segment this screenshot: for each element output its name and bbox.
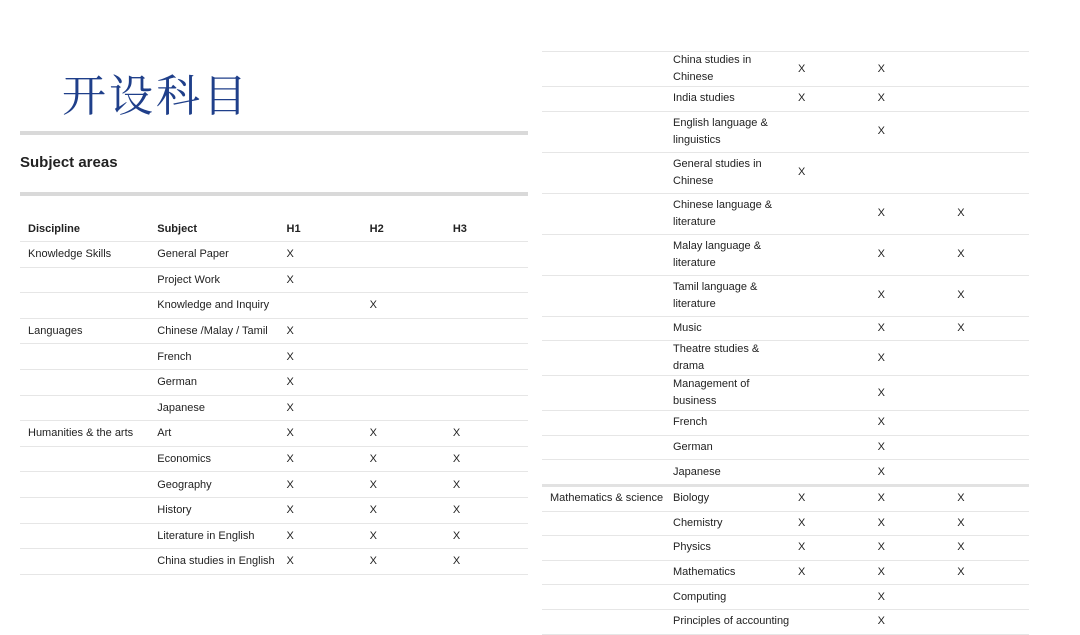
h3-cell: X bbox=[957, 492, 965, 505]
h1-cell: X bbox=[286, 478, 294, 491]
h3-cell bbox=[949, 87, 1029, 112]
h3-cell bbox=[949, 411, 1029, 436]
subject-cell bbox=[665, 316, 790, 341]
h2-cell: X bbox=[877, 62, 885, 75]
discipline-cell bbox=[20, 369, 149, 395]
h2-cell: X bbox=[369, 504, 377, 517]
discipline-cell bbox=[20, 344, 149, 370]
discipline-cell bbox=[542, 585, 665, 610]
h1-cell: X bbox=[286, 376, 294, 389]
h3-cell bbox=[949, 376, 1029, 411]
table-row bbox=[542, 460, 1029, 486]
table-row bbox=[542, 585, 1029, 610]
table-row bbox=[542, 411, 1029, 436]
discipline-cell bbox=[542, 275, 665, 316]
subject-cell: Project Work bbox=[157, 273, 221, 286]
discipline-cell bbox=[542, 87, 665, 112]
table-row bbox=[542, 87, 1029, 112]
h1-cell bbox=[790, 341, 870, 376]
h1-cell bbox=[790, 193, 870, 234]
table-row bbox=[542, 609, 1029, 634]
subject-line: French bbox=[673, 416, 708, 429]
subjects-table-left bbox=[20, 216, 528, 575]
subject-cell: Geography bbox=[157, 478, 212, 491]
subject-cell bbox=[665, 435, 790, 460]
table-row bbox=[542, 316, 1029, 341]
subject-cell bbox=[665, 609, 790, 634]
discipline-cell bbox=[542, 511, 665, 536]
subject-line: literature bbox=[673, 215, 716, 228]
subject-cell bbox=[665, 411, 790, 436]
header-subject: Subject bbox=[157, 222, 197, 235]
h3-cell bbox=[445, 395, 528, 421]
h1-cell: X bbox=[286, 453, 294, 466]
h2-cell: X bbox=[369, 453, 377, 466]
subject-cell bbox=[665, 511, 790, 536]
discipline-cell bbox=[542, 111, 665, 152]
discipline-cell bbox=[20, 549, 149, 575]
h1-cell: X bbox=[286, 529, 294, 542]
discipline-cell bbox=[542, 52, 665, 87]
section-heading: Subject areas bbox=[20, 154, 118, 171]
h3-cell bbox=[949, 111, 1029, 152]
h3-cell bbox=[445, 369, 528, 395]
discipline-cell bbox=[542, 536, 665, 561]
subject-cell: Knowledge and Inquiry bbox=[157, 299, 270, 312]
subject-cell bbox=[665, 152, 790, 193]
h2-cell: X bbox=[877, 125, 885, 138]
h1-cell bbox=[279, 293, 362, 319]
h2-cell: X bbox=[369, 555, 377, 568]
h3-cell bbox=[949, 152, 1029, 193]
table-row bbox=[542, 511, 1029, 536]
h2-cell: X bbox=[877, 441, 885, 454]
table-row bbox=[542, 234, 1029, 275]
h1-cell: X bbox=[798, 566, 806, 579]
subjects-table-right bbox=[542, 51, 1029, 635]
subject-cell bbox=[665, 460, 790, 486]
h2-cell bbox=[362, 395, 445, 421]
table-row bbox=[542, 341, 1029, 376]
h1-cell: X bbox=[286, 504, 294, 517]
table-row bbox=[542, 485, 1029, 511]
h1-cell: X bbox=[798, 492, 806, 505]
h2-cell: X bbox=[877, 248, 885, 261]
table-row bbox=[542, 193, 1029, 234]
h1-cell: X bbox=[286, 555, 294, 568]
h2-cell: X bbox=[369, 478, 377, 491]
h2-cell: X bbox=[877, 289, 885, 302]
subject-line: literature bbox=[673, 256, 716, 269]
h3-cell: X bbox=[452, 478, 461, 491]
subject-cell bbox=[665, 87, 790, 112]
h2-cell: X bbox=[877, 351, 885, 364]
discipline-cell bbox=[20, 446, 149, 472]
h3-cell bbox=[949, 341, 1029, 376]
h1-cell: X bbox=[798, 516, 806, 529]
h2-cell: X bbox=[877, 386, 885, 399]
table-row bbox=[20, 523, 528, 549]
h2-cell: X bbox=[877, 615, 885, 628]
h2-cell: X bbox=[877, 492, 885, 505]
subject-cell bbox=[665, 376, 790, 411]
header-h2: H2 bbox=[369, 222, 384, 235]
subject-line: Chinese language & bbox=[673, 198, 773, 211]
subject-cell: French bbox=[157, 350, 192, 363]
subject-cell bbox=[665, 193, 790, 234]
h3-cell: X bbox=[452, 504, 461, 517]
h1-cell bbox=[790, 460, 870, 486]
discipline-cell bbox=[542, 316, 665, 341]
discipline-cell: Languages bbox=[28, 325, 83, 338]
h2-cell: X bbox=[369, 529, 377, 542]
page-title: 开设科目 bbox=[62, 71, 250, 122]
subject-line: Malay language & bbox=[673, 239, 762, 252]
discipline-cell bbox=[542, 193, 665, 234]
discipline-cell bbox=[20, 523, 149, 549]
subject-cell: General Paper bbox=[157, 248, 229, 261]
table-row bbox=[20, 549, 528, 575]
h2-cell: X bbox=[877, 92, 885, 105]
table-row bbox=[542, 536, 1029, 561]
h1-cell: X bbox=[798, 166, 806, 179]
h3-cell bbox=[949, 609, 1029, 634]
discipline-cell bbox=[542, 152, 665, 193]
h3-cell: X bbox=[957, 566, 965, 579]
discipline-cell bbox=[20, 293, 149, 319]
discipline-cell bbox=[542, 460, 665, 486]
divider bbox=[20, 192, 528, 196]
subject-line: English language & bbox=[673, 116, 768, 129]
h3-cell: X bbox=[957, 516, 965, 529]
table-header-row bbox=[20, 216, 528, 242]
subject-line: China studies in Chinese bbox=[673, 54, 752, 83]
subject-cell bbox=[665, 275, 790, 316]
h3-cell bbox=[445, 344, 528, 370]
h1-cell: X bbox=[798, 541, 806, 554]
h3-cell bbox=[949, 460, 1029, 486]
subject-cell: Art bbox=[157, 427, 172, 440]
h2-cell bbox=[870, 152, 950, 193]
subject-line: Theatre studies & drama bbox=[673, 343, 760, 373]
subject-cell: Economics bbox=[157, 453, 212, 466]
h3-cell: X bbox=[452, 529, 461, 542]
h1-cell: X bbox=[798, 92, 806, 105]
table-row bbox=[542, 152, 1029, 193]
h1-cell: X bbox=[798, 62, 806, 75]
subject-line: Music bbox=[673, 321, 702, 334]
h3-cell: X bbox=[957, 207, 965, 220]
h3-cell: X bbox=[452, 453, 461, 466]
h2-cell: X bbox=[369, 427, 377, 440]
discipline-cell: Knowledge Skills bbox=[28, 248, 112, 261]
subject-line: Biology bbox=[673, 492, 710, 505]
h2-cell: X bbox=[877, 207, 885, 220]
h1-cell bbox=[790, 111, 870, 152]
subject-cell: German bbox=[157, 376, 197, 389]
discipline-cell: Humanities & the arts bbox=[28, 427, 134, 440]
discipline-cell bbox=[542, 435, 665, 460]
discipline-cell: Mathematics & science bbox=[550, 492, 664, 505]
h1-cell bbox=[790, 609, 870, 634]
table-row bbox=[542, 560, 1029, 585]
h1-cell bbox=[790, 316, 870, 341]
h3-cell bbox=[445, 267, 528, 293]
subject-line: literature bbox=[673, 297, 716, 310]
subject-line: Tamil language & bbox=[673, 280, 758, 293]
subject-cell bbox=[665, 341, 790, 376]
table-row bbox=[20, 318, 528, 344]
subject-line: Principles of accounting bbox=[673, 615, 790, 628]
table-row bbox=[20, 421, 528, 447]
h1-cell bbox=[790, 275, 870, 316]
h1-cell bbox=[790, 435, 870, 460]
discipline-cell bbox=[20, 472, 149, 498]
h1-cell bbox=[790, 585, 870, 610]
h2-cell: X bbox=[877, 566, 885, 579]
subject-cell bbox=[665, 52, 790, 87]
header-h3: H3 bbox=[452, 222, 467, 235]
h2-cell bbox=[362, 318, 445, 344]
h3-cell: X bbox=[957, 289, 965, 302]
subject-cell: Chinese /Malay / Tamil bbox=[157, 325, 268, 338]
subject-line: linguistics bbox=[673, 133, 721, 146]
h2-cell: X bbox=[877, 590, 885, 603]
subject-cell: Literature in English bbox=[157, 529, 255, 542]
h1-cell: X bbox=[286, 325, 294, 338]
table-row bbox=[542, 376, 1029, 411]
table-row bbox=[20, 497, 528, 523]
subject-line: General studies in bbox=[673, 157, 762, 170]
h2-cell bbox=[362, 369, 445, 395]
divider bbox=[20, 131, 528, 135]
header-h1: H1 bbox=[286, 222, 301, 235]
h1-cell: X bbox=[286, 248, 294, 261]
discipline-cell bbox=[542, 376, 665, 411]
h3-cell: X bbox=[957, 321, 965, 334]
h3-cell: X bbox=[452, 427, 461, 440]
table-row bbox=[20, 395, 528, 421]
subject-cell bbox=[665, 585, 790, 610]
subject-line: German bbox=[673, 441, 713, 454]
subject-line: Japanese bbox=[673, 465, 721, 478]
h2-cell: X bbox=[877, 516, 885, 529]
h3-cell bbox=[445, 242, 528, 268]
h1-cell bbox=[790, 411, 870, 436]
header-discipline: Discipline bbox=[28, 222, 80, 235]
discipline-cell bbox=[542, 560, 665, 585]
table-row bbox=[20, 344, 528, 370]
h3-cell: X bbox=[957, 248, 965, 261]
table-row bbox=[20, 293, 528, 319]
h1-cell: X bbox=[286, 350, 294, 363]
discipline-cell bbox=[542, 411, 665, 436]
h2-cell bbox=[362, 267, 445, 293]
discipline-cell bbox=[542, 609, 665, 634]
h2-cell: X bbox=[369, 299, 377, 312]
h3-cell bbox=[949, 435, 1029, 460]
subject-cell bbox=[665, 111, 790, 152]
table-row bbox=[20, 369, 528, 395]
subject-line: India studies bbox=[673, 92, 735, 105]
h3-cell bbox=[949, 52, 1029, 87]
subject-cell: Japanese bbox=[157, 401, 205, 414]
table-row bbox=[542, 275, 1029, 316]
subject-line: Management of business bbox=[673, 378, 750, 408]
h3-cell: X bbox=[452, 555, 461, 568]
subject-cell: China studies in English bbox=[157, 555, 275, 568]
subject-cell bbox=[665, 485, 790, 511]
discipline-cell bbox=[542, 234, 665, 275]
h1-cell bbox=[790, 234, 870, 275]
h1-cell: X bbox=[286, 427, 294, 440]
h2-cell: X bbox=[877, 465, 885, 478]
h1-cell: X bbox=[286, 273, 294, 286]
discipline-cell bbox=[20, 497, 149, 523]
subject-line: Computing bbox=[673, 590, 727, 603]
h2-cell: X bbox=[877, 321, 885, 334]
subject-line: Chemistry bbox=[673, 516, 723, 529]
table-row bbox=[542, 435, 1029, 460]
table-row bbox=[20, 472, 528, 498]
h3-cell bbox=[949, 585, 1029, 610]
table-row bbox=[542, 111, 1029, 152]
h2-cell: X bbox=[877, 416, 885, 429]
h2-cell bbox=[362, 344, 445, 370]
subject-line: Mathematics bbox=[673, 566, 736, 579]
discipline-cell bbox=[20, 267, 149, 293]
subject-cell bbox=[665, 560, 790, 585]
discipline-cell bbox=[542, 341, 665, 376]
discipline-cell bbox=[20, 395, 149, 421]
subject-cell bbox=[665, 234, 790, 275]
table-row bbox=[20, 267, 528, 293]
table-row bbox=[20, 242, 528, 268]
subject-cell bbox=[665, 536, 790, 561]
table-row bbox=[542, 52, 1029, 87]
table-row bbox=[20, 446, 528, 472]
h1-cell bbox=[790, 376, 870, 411]
subject-line: Physics bbox=[673, 541, 711, 554]
h2-cell: X bbox=[877, 541, 885, 554]
h3-cell bbox=[445, 318, 528, 344]
h3-cell bbox=[445, 293, 528, 319]
h1-cell: X bbox=[286, 401, 294, 414]
h3-cell: X bbox=[957, 541, 965, 554]
h2-cell bbox=[362, 242, 445, 268]
subject-cell: History bbox=[157, 504, 192, 517]
subject-line: Chinese bbox=[673, 174, 714, 187]
